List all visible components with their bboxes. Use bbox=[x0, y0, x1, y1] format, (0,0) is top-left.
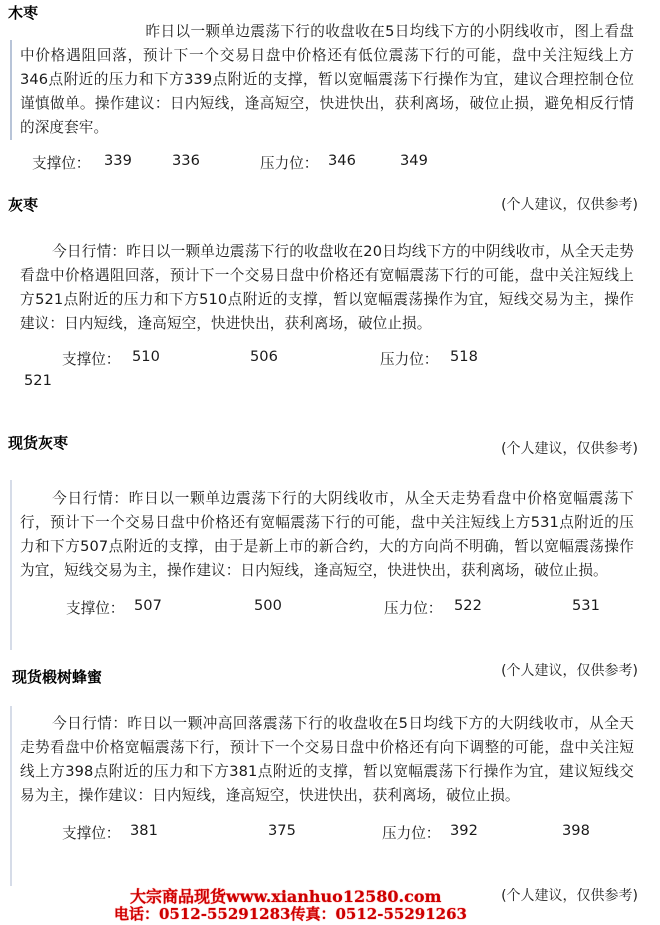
support-value-1: 510 bbox=[132, 348, 160, 365]
section-text: 今日行情：昨日以一颗单边震荡下行的大阴线收市，从全天走势看盘中价格宽幅震荡下行，预计下一个交易日盘中价格还有宽幅震荡下行的可能，盘中关注短线上方531点附近的压力和下方507点附近的支撑，由于是新上市的新合约，大的方向尚不明确，暂以宽幅震荡操作为宜，短线交易为主，操作建议：日内短线，逢高短空，快进快出，获利离场，破位止损。 bbox=[20, 490, 634, 579]
section-title-xianhuo-huizao: 现货灰枣 bbox=[8, 434, 69, 452]
section-title-huizao: 灰枣 bbox=[8, 196, 39, 214]
support-value-2: 500 bbox=[254, 597, 282, 614]
resistance-label: 压力位： bbox=[260, 155, 319, 172]
support-label: 支撑位： bbox=[32, 155, 91, 172]
support-value-1: 381 bbox=[130, 822, 158, 839]
support-value-1: 507 bbox=[134, 597, 162, 614]
disclaimer: (个人建议，仅供参考) bbox=[501, 197, 638, 213]
section-body-muzao bbox=[10, 20, 640, 176]
section-title-xianhuo-fengmi: 现货椴树蜂蜜 bbox=[12, 668, 103, 686]
section-body-xianhuo-fengmi bbox=[10, 712, 640, 846]
support-value-1: 339 bbox=[104, 152, 132, 169]
disclaimer: (个人建议，仅供参考) bbox=[501, 441, 638, 457]
price-levels bbox=[10, 597, 640, 621]
disclaimer: (个人建议，仅供参考) bbox=[501, 663, 638, 679]
support-label: 支撑位： bbox=[66, 600, 125, 617]
resistance-value-2: 398 bbox=[562, 822, 590, 839]
resistance-label: 压力位： bbox=[380, 351, 439, 368]
support-value-2: 336 bbox=[172, 152, 200, 169]
resistance-value-1: 392 bbox=[450, 822, 478, 839]
section-text: 今日行情：昨日以一颗单边震荡下行的收盘收在20日均线下方的中阴线收市，从全天走势看盘中价格遇阻回落，预计下一个交易日盘中价格还有宽幅震荡下行的可能，盘中关注短线上方521点附近的压力和下方510点附近的支撑，暂以宽幅震荡操作为宜，短线交易为主，操作建议：日内短线，逢高短空，快进快出，获利离场，破位止损。 bbox=[20, 243, 634, 332]
support-value-2: 506 bbox=[250, 348, 278, 365]
resistance-value-1: 522 bbox=[454, 597, 482, 614]
resistance-value-1: 518 bbox=[450, 348, 478, 365]
resistance-value-2: 349 bbox=[400, 152, 428, 169]
resistance-value-2: 521 bbox=[24, 372, 52, 389]
resistance-value-2: 531 bbox=[572, 597, 600, 614]
support-label: 支撑位： bbox=[62, 351, 121, 368]
section-text: 今日行情：昨日以一颗冲高回落震荡下行的收盘收在5日均线下方的大阴线收市，从全天走势看盘中价格宽幅震荡下行，预计下一个交易日盘中价格还有向下调整的可能，盘中关注短线上方398点附近的压力和下方381点附近的支撑，暂以宽幅震荡下行操作为宜，建议短线交易为主，操作建议：日内短线，逢高短空，快进快出，获利离场，破位止损。 bbox=[20, 715, 634, 804]
resistance-value-1: 346 bbox=[328, 152, 356, 169]
section-body-xianhuo-huizao bbox=[10, 487, 640, 621]
section-title-muzao: 木枣 bbox=[8, 4, 39, 22]
support-value-2: 375 bbox=[268, 822, 296, 839]
section-body-huizao bbox=[10, 240, 640, 389]
disclaimer: (个人建议，仅供参考) bbox=[501, 888, 638, 904]
price-levels bbox=[10, 152, 640, 176]
price-levels bbox=[10, 822, 640, 846]
price-levels bbox=[10, 348, 640, 389]
support-label: 支撑位： bbox=[62, 825, 121, 842]
resistance-label: 压力位： bbox=[382, 825, 441, 842]
section-text: 昨日以一颗单边震荡下行的收盘收在5日均线下方的小阴线收市，图上看盘中价格遇阻回落，预计下一个交易日盘中价格还有低位震荡下行的可能，盘中关注短线上方346点附近的压力和下方339点附近的支撑，暂以宽幅震荡下行操作为宜，建议合理控制仓位谨慎做单。操作建议：日内短线，逢高短空，快进快出，获利离场，破位止损，避免相反行情的深度套牢。 bbox=[20, 23, 634, 136]
resistance-label: 压力位： bbox=[384, 600, 443, 617]
footer-site: 大宗商品现货www.xianhuo12580.com bbox=[130, 887, 442, 906]
footer-contact: 电话：0512-55291283传真：0512-55291263 bbox=[114, 905, 467, 923]
